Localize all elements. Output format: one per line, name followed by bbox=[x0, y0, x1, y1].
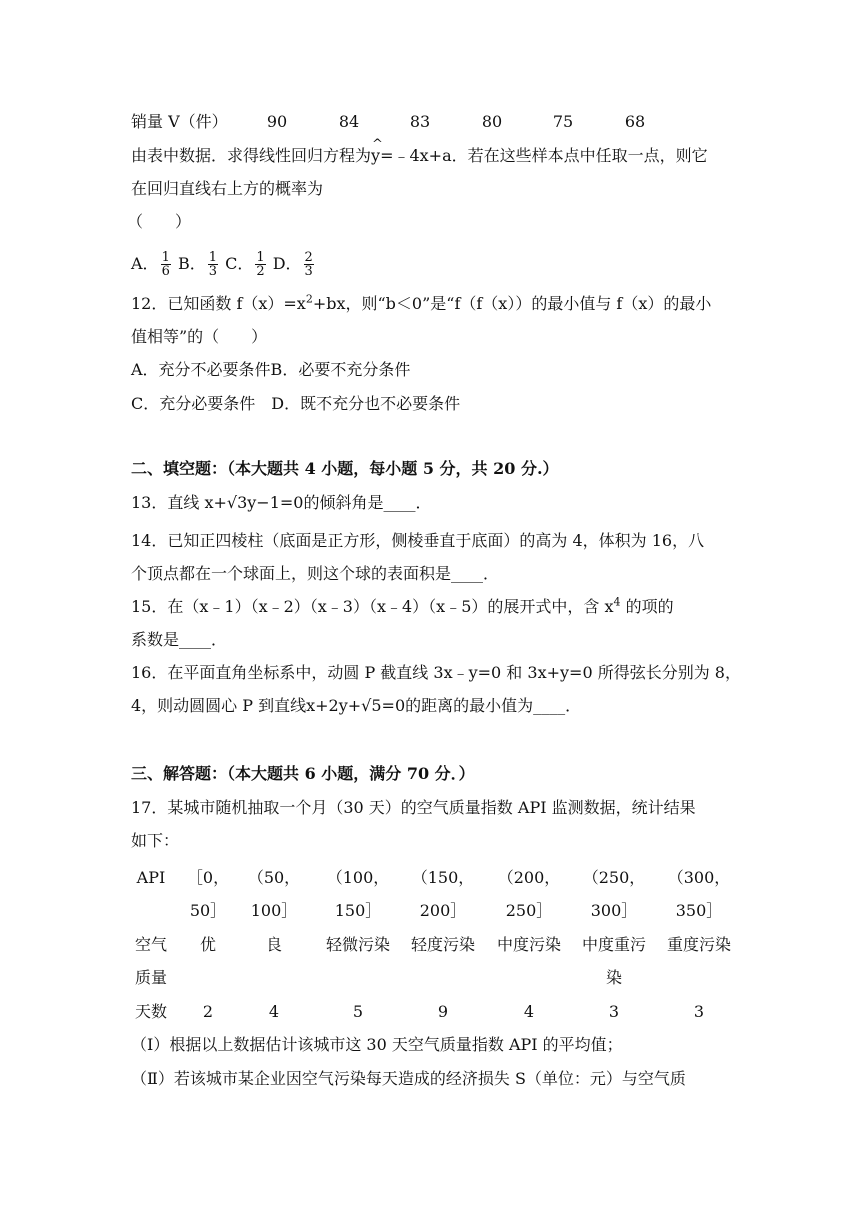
q17-part-2: （Ⅱ）若该城市某企业因空气污染每天造成的经济损失 S（单位：元）与空气质 bbox=[131, 1069, 686, 1088]
quality-value: 重度污染 bbox=[666, 935, 731, 954]
api-range-end: 250］ bbox=[505, 901, 553, 920]
api-range-end: 350］ bbox=[675, 901, 723, 920]
api-range-start: （150， bbox=[411, 868, 475, 887]
q12-option-a: A．充分不必要条件B．必要不充分条件 bbox=[131, 360, 411, 379]
api-range-end: 100］ bbox=[250, 901, 298, 920]
q17-line-2: 如下： bbox=[131, 831, 180, 850]
denominator: 3 bbox=[208, 264, 217, 279]
superscript: 2 bbox=[305, 292, 313, 306]
api-range-start: （250， bbox=[582, 868, 646, 887]
option-label: A． bbox=[131, 254, 159, 273]
q12-text: +bx，则“b＜0”是“f（f（x））的最小值与 f（x）的最小 bbox=[312, 294, 712, 313]
quality-value: 优 bbox=[199, 935, 216, 954]
fraction bbox=[304, 251, 314, 278]
q13: 13．直线 x+√3y−1=0的倾斜角是____． bbox=[131, 493, 432, 512]
q12-line-1 bbox=[131, 293, 711, 315]
sales-value: 90 bbox=[266, 112, 288, 131]
api-range-start: ［0， bbox=[186, 868, 230, 887]
sales-value: 80 bbox=[481, 112, 503, 131]
q16-line-1: 16．在平面直角坐标系中，动圆 P 截直线 3x﹣y=0 和 3x+y=0 所得弦长分别为 8， bbox=[131, 663, 741, 682]
q14-line-1: 14．已知正四棱柱（底面是正方形，侧棱垂直于底面）的高为 4，体积为 16，八 bbox=[131, 531, 705, 550]
quality-value: 中度污染 bbox=[496, 935, 561, 954]
api-range-start: （300， bbox=[667, 868, 731, 887]
numerator: 1 bbox=[208, 250, 217, 265]
q11-text: 由表中数据．求得线性回归方程为 bbox=[131, 146, 372, 165]
days-value: 9 bbox=[437, 1002, 449, 1021]
numerator: 2 bbox=[304, 250, 313, 265]
quality-value: 中度重污 bbox=[581, 935, 646, 954]
q11-paren: （ ） bbox=[127, 212, 192, 231]
option-label: C． bbox=[225, 254, 254, 273]
days-value: 3 bbox=[693, 1002, 705, 1021]
q11-text: =﹣4x+a．若在这些样本点中任取一点，则它 bbox=[380, 146, 708, 165]
api-range-end: 150］ bbox=[334, 901, 382, 920]
q11-options bbox=[131, 251, 316, 278]
q11-line-2: 在回归直线右上方的概率为 bbox=[131, 179, 324, 198]
numerator: 1 bbox=[256, 250, 265, 265]
fraction bbox=[208, 251, 218, 278]
q16-line-2: 4，则动圆圆心 P 到直线x+2y+√5=0的距离的最小值为____． bbox=[131, 696, 582, 715]
quality-label: 空气 bbox=[134, 935, 167, 954]
q12-line-2: 值相等”的（ ） bbox=[131, 327, 268, 346]
quality-value-wrap: 染 bbox=[605, 968, 622, 987]
quality-value: 良 bbox=[265, 935, 282, 954]
option-label: B． bbox=[177, 254, 206, 273]
api-range-start: （100， bbox=[326, 868, 390, 887]
q15-line-1 bbox=[131, 596, 674, 618]
days-value: 4 bbox=[523, 1002, 535, 1021]
days-value: 4 bbox=[268, 1002, 280, 1021]
sales-label: 销量 V（件） bbox=[131, 112, 228, 131]
api-label: API bbox=[136, 868, 166, 887]
denominator: 3 bbox=[304, 264, 313, 279]
sales-value: 83 bbox=[409, 112, 431, 131]
q12-option-c: C．充分必要条件 D．既不充分也不必要条件 bbox=[131, 394, 461, 413]
denominator: 2 bbox=[256, 264, 265, 279]
quality-label: 质量 bbox=[134, 968, 167, 987]
option-label: D． bbox=[272, 254, 302, 273]
superscript: 4 bbox=[613, 595, 621, 609]
q15-text: 15．在（x﹣1）（x﹣2）（x﹣3）（x﹣4）（x﹣5）的展开式中，含 x bbox=[131, 597, 614, 616]
q17-line-1: 17．某城市随机抽取一个月（30 天）的空气质量指数 API 监测数据，统计结果 bbox=[131, 798, 696, 817]
sales-value: 84 bbox=[338, 112, 360, 131]
api-range-start: （200， bbox=[497, 868, 561, 887]
days-value: 3 bbox=[608, 1002, 620, 1021]
api-range-end: 50］ bbox=[189, 901, 227, 920]
sales-value: 75 bbox=[552, 112, 574, 131]
y-hat: ^ y bbox=[371, 145, 380, 167]
numerator: 1 bbox=[161, 250, 170, 265]
fraction bbox=[161, 251, 171, 278]
api-range-end: 200］ bbox=[419, 901, 467, 920]
sales-value: 68 bbox=[624, 112, 646, 131]
api-range-end: 300］ bbox=[590, 901, 638, 920]
quality-value: 轻微污染 bbox=[325, 935, 390, 954]
days-label: 天数 bbox=[134, 1002, 167, 1021]
fraction bbox=[255, 251, 265, 278]
q14-line-2: 个顶点都在一个球面上，则这个球的表面积是____． bbox=[131, 564, 500, 583]
q11-line-1 bbox=[131, 145, 708, 167]
q12-text: 12．已知函数 f（x）=x bbox=[131, 294, 306, 313]
q15-line-2: 系数是____． bbox=[131, 630, 228, 649]
section2-heading: 二、填空题：（本大题共 4 小题，每小题 5 分，共 20 分.） bbox=[131, 459, 559, 478]
denominator: 6 bbox=[161, 264, 170, 279]
days-value: 2 bbox=[202, 1002, 214, 1021]
api-range-start: （50， bbox=[247, 868, 301, 887]
days-value: 5 bbox=[352, 1002, 364, 1021]
q17-part-1: （Ⅰ）根据以上数据估计该城市这 30 天空气质量指数 API 的平均值； bbox=[131, 1035, 623, 1054]
section3-heading: 三、解答题：（本大题共 6 小题，满分 70 分．） bbox=[131, 764, 475, 783]
quality-value: 轻度污染 bbox=[410, 935, 475, 954]
q15-text: 的项的 bbox=[620, 597, 674, 616]
